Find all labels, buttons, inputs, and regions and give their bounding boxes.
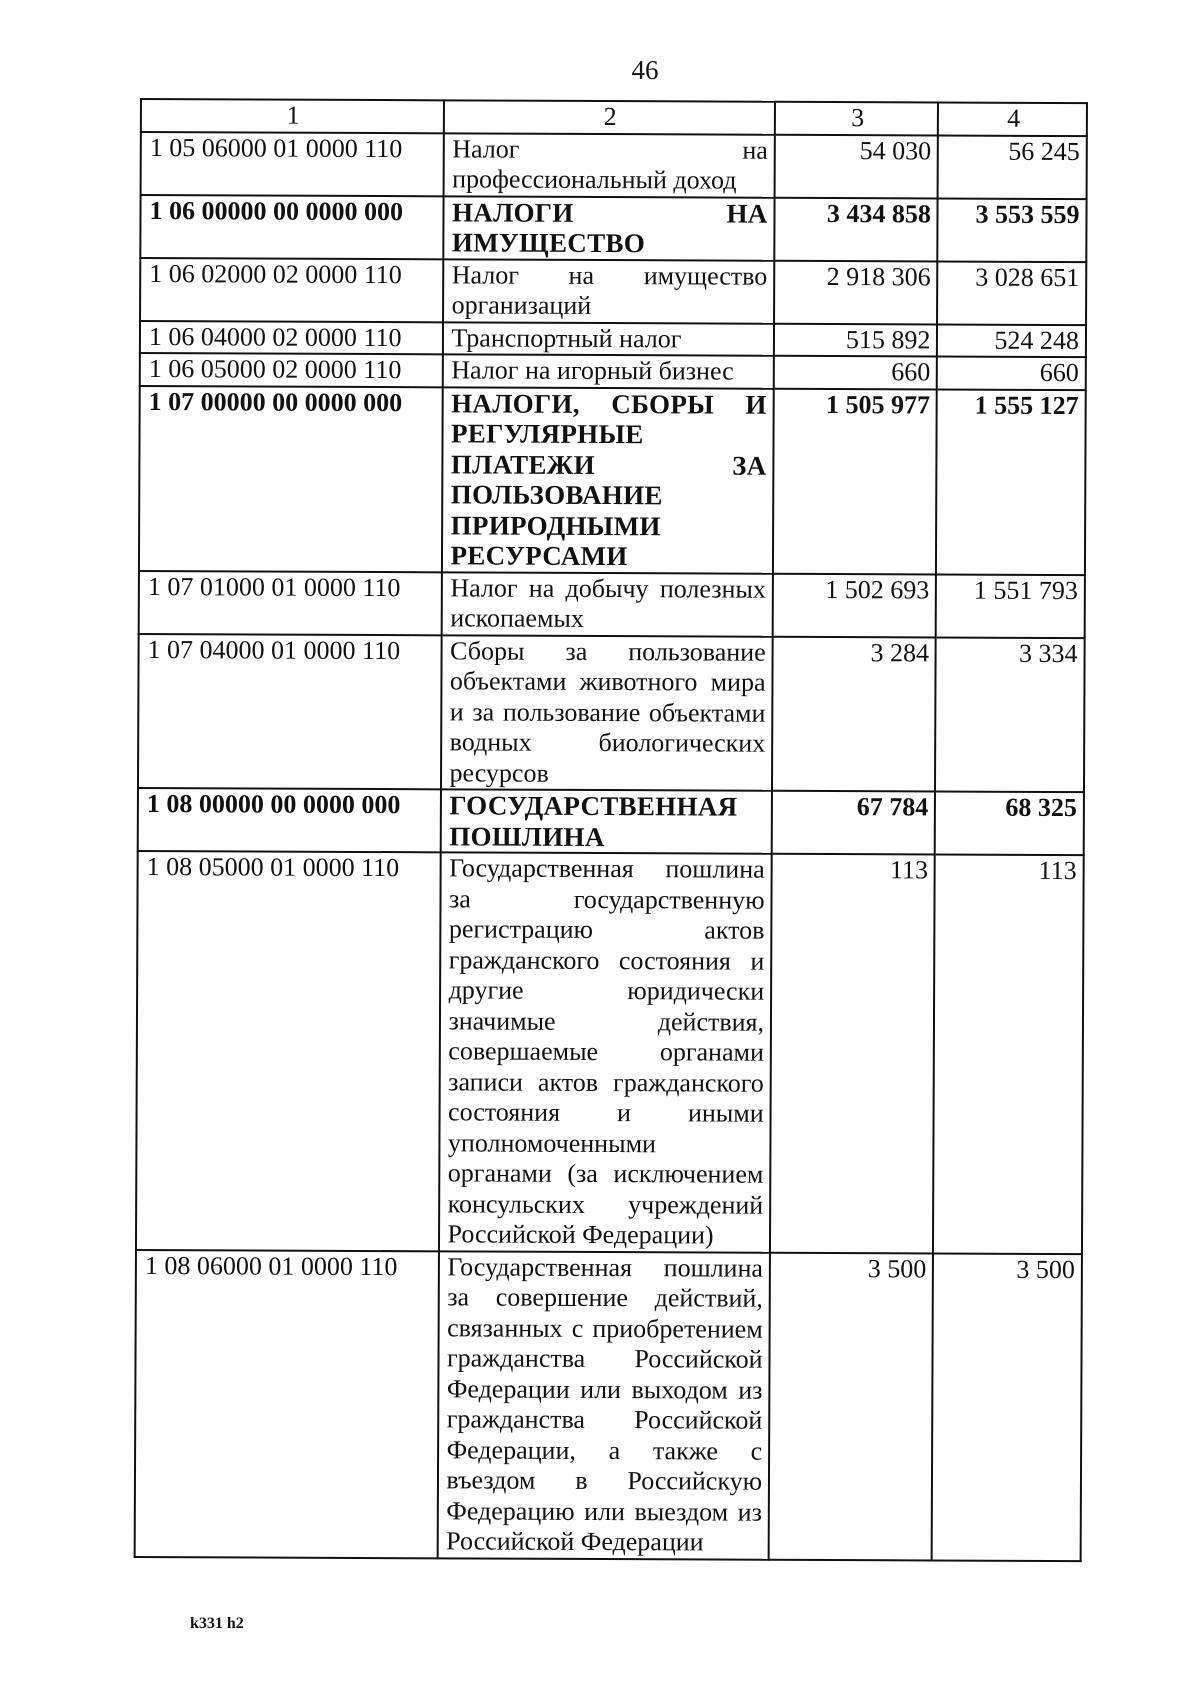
row-value-col3: 2 918 306 bbox=[774, 260, 938, 324]
table-row-section bbox=[140, 195, 1086, 262]
row-code: 1 06 00000 00 0000 000 bbox=[140, 195, 443, 259]
row-value-col4: 3 553 559 bbox=[938, 198, 1087, 262]
row-name: Государственная пошлина за совершение действий, связанных с приобретением гражданства Российской Федерации или выходом из гражданства Российской Федерации, а также с въездом в Российскую Федерацию или выездом из Российской Федерации bbox=[437, 1251, 770, 1559]
row-value-col3: 1 502 693 bbox=[773, 573, 937, 637]
row-code: 1 08 00000 00 0000 000 bbox=[138, 788, 441, 852]
page-number: 46 bbox=[631, 55, 659, 85]
row-name: Налог на игорный бизнес bbox=[442, 354, 774, 388]
row-name: НАЛОГИ, СБОРЫ И РЕГУЛЯРНЫЕ ПЛАТЕЖИ ЗА ПОЛЬЗОВАНИЕ ПРИРОДНЫМИ РЕСУРСАМИ bbox=[441, 387, 773, 573]
revenue-table bbox=[134, 98, 1088, 1562]
table-row bbox=[139, 570, 1085, 637]
table-row bbox=[135, 1249, 1082, 1560]
row-value-col3: 3 434 858 bbox=[774, 197, 938, 261]
table-row bbox=[138, 633, 1085, 792]
row-code: 1 05 06000 01 0000 110 bbox=[141, 132, 444, 196]
row-value-col4: 113 bbox=[933, 854, 1083, 1253]
column-header-4: 4 bbox=[938, 102, 1087, 135]
table-row-section bbox=[138, 788, 1084, 855]
row-code: 1 07 00000 00 0000 000 bbox=[139, 386, 442, 572]
row-value-col3: 67 784 bbox=[772, 791, 936, 855]
table-row bbox=[140, 353, 1086, 390]
row-value-col4: 660 bbox=[937, 356, 1086, 389]
column-header-3: 3 bbox=[775, 102, 938, 135]
table-row bbox=[136, 851, 1084, 1254]
row-value-col3: 54 030 bbox=[775, 134, 939, 198]
column-header-1: 1 bbox=[141, 99, 444, 133]
table-row bbox=[140, 321, 1086, 358]
row-value-col3: 660 bbox=[774, 356, 937, 389]
table-header-row bbox=[141, 99, 1087, 136]
row-value-col3: 113 bbox=[770, 854, 935, 1253]
row-value-col4: 68 325 bbox=[935, 791, 1084, 855]
row-value-col4: 3 334 bbox=[935, 637, 1084, 792]
row-code: 1 06 02000 02 0000 110 bbox=[140, 258, 443, 322]
row-name: ГОСУДАРСТВЕННАЯ ПОШЛИНА bbox=[440, 789, 772, 853]
column-header-2: 2 bbox=[443, 100, 775, 134]
row-name: Налог на имущество организаций bbox=[443, 259, 775, 323]
row-value-col4: 1 551 793 bbox=[936, 574, 1085, 638]
table-row bbox=[140, 258, 1086, 325]
row-code: 1 07 01000 01 0000 110 bbox=[139, 570, 442, 634]
row-code: 1 08 06000 01 0000 110 bbox=[135, 1249, 439, 1557]
row-name: НАЛОГИ НА ИМУЩЕСТВО bbox=[443, 196, 775, 260]
table-row-section bbox=[139, 386, 1086, 575]
row-value-col4: 1 555 127 bbox=[936, 389, 1085, 575]
row-name: Налог на добычу полезных ископаемых bbox=[441, 572, 773, 636]
row-name: Государственная пошлина за государственную регистрацию актов гражданского состояния и другие юридически значимые действия, совершаемые органами записи актов гражданского состояния и иными уполномоченными органами (за исключением консульских учреждений Российской Федерации) bbox=[438, 852, 771, 1252]
row-value-col4: 3 500 bbox=[932, 1253, 1082, 1561]
row-value-col3: 3 284 bbox=[772, 636, 936, 791]
row-name: Сборы за пользование объектами животного мира и за пользование объектами водных биологических ресурсов bbox=[440, 635, 772, 791]
row-name: Транспортный налог bbox=[442, 322, 774, 356]
row-code: 1 08 05000 01 0000 110 bbox=[136, 851, 440, 1251]
row-value-col4: 524 248 bbox=[937, 324, 1086, 357]
row-value-col3: 1 505 977 bbox=[773, 388, 937, 574]
row-value-col3: 3 500 bbox=[769, 1252, 934, 1560]
document-footer-code: k331 h2 bbox=[190, 1615, 244, 1632]
row-code: 1 06 05000 02 0000 110 bbox=[140, 353, 443, 387]
row-value-col3: 515 892 bbox=[774, 323, 937, 356]
row-value-col4: 56 245 bbox=[938, 135, 1087, 199]
row-code: 1 06 04000 02 0000 110 bbox=[140, 321, 443, 355]
table-row bbox=[141, 132, 1087, 199]
row-value-col4: 3 028 651 bbox=[937, 261, 1086, 325]
row-code: 1 07 04000 01 0000 110 bbox=[138, 633, 441, 789]
row-name: Налог на профессиональный доход bbox=[443, 133, 775, 197]
